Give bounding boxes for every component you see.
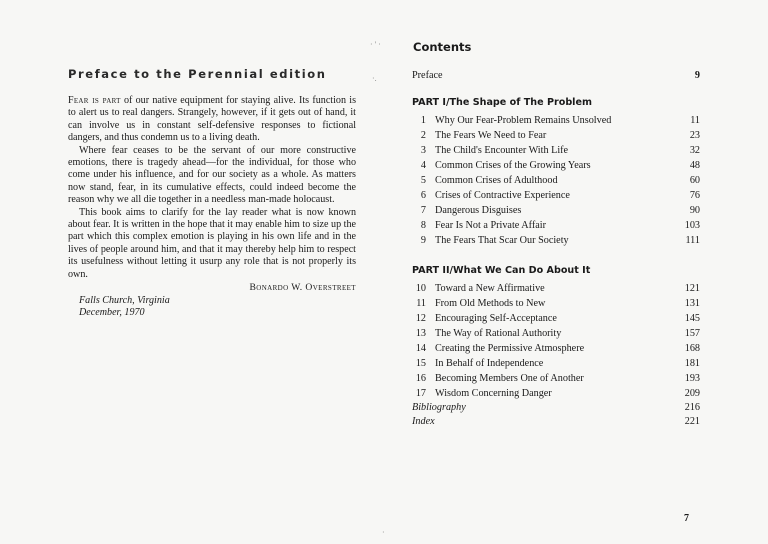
chapter-page: 131 bbox=[684, 298, 700, 309]
author-signature: Bonardo W. Overstreet bbox=[249, 282, 356, 294]
toc-chapter-row[interactable] bbox=[412, 220, 702, 234]
toc-chapter-row[interactable] bbox=[412, 358, 702, 372]
toc-chapter-row[interactable] bbox=[412, 235, 702, 249]
toc-preface[interactable] bbox=[412, 70, 702, 84]
page-number: 7 bbox=[684, 513, 689, 524]
preface-lead-words: Fear is part bbox=[68, 95, 121, 106]
chapter-page: 193 bbox=[684, 373, 700, 384]
chapter-page: 157 bbox=[684, 328, 700, 339]
preface-date: December, 1970 bbox=[79, 306, 145, 318]
chapter-number: 6 bbox=[420, 190, 426, 201]
chapter-title: Encouraging Self-Acceptance bbox=[435, 313, 557, 324]
scan-speck: · bbox=[382, 528, 385, 537]
chapter-title: Common Crises of Adulthood bbox=[435, 175, 558, 186]
chapter-title: In Behalf of Independence bbox=[435, 358, 544, 369]
chapter-number: 17 bbox=[415, 388, 426, 399]
chapter-page: 11 bbox=[690, 115, 700, 126]
chapter-title: The Fears That Scar Our Society bbox=[435, 235, 569, 246]
chapter-number: 5 bbox=[420, 175, 426, 186]
preface-title: Preface to the Perennial edition bbox=[68, 67, 327, 81]
chapter-page: 181 bbox=[684, 358, 700, 369]
toc-chapter-row[interactable] bbox=[412, 160, 702, 174]
chapter-page: 111 bbox=[685, 235, 700, 246]
toc-chapter-row[interactable] bbox=[412, 190, 702, 204]
toc-chapter-row[interactable] bbox=[412, 175, 702, 189]
toc-bibliography-page: 216 bbox=[684, 402, 700, 413]
chapter-title: Why Our Fear-Problem Remains Unsolved bbox=[435, 115, 612, 126]
preface-paragraph-3: This book aims to clarify for the lay reader what is now known about fear. It is written in the hope that it may enable him to size up the part which this complex emotion is playing in his own life and in the lives of people around him, and that it may thereby help him to respect its usefulness without letting it usurp any role that is not properly its own. bbox=[68, 206, 356, 280]
part-2-heading: PART II/What We Can Do About It bbox=[412, 265, 591, 276]
toc-chapter-row[interactable] bbox=[412, 373, 702, 387]
chapter-title: The Fears We Need to Fear bbox=[435, 130, 547, 141]
chapter-page: 23 bbox=[689, 130, 700, 141]
chapter-page: 145 bbox=[684, 313, 700, 324]
preface-paragraph-2: Where fear ceases to be the servant of our more constructive emotions, there is tragedy ahead—for the individual, for those who come under his influence, and for our society as a whole. As matters now stand, fear, in its cumulative effects, could indeed become the reason why we all die together in a needless man-made holocaust. bbox=[68, 144, 356, 206]
toc-preface-page: 9 bbox=[694, 70, 700, 81]
toc-chapter-row[interactable] bbox=[412, 328, 702, 342]
toc-chapter-row[interactable] bbox=[412, 298, 702, 312]
chapter-page: 121 bbox=[684, 283, 700, 294]
toc-chapter-row[interactable] bbox=[412, 145, 702, 159]
toc-chapter-row[interactable] bbox=[412, 115, 702, 129]
preface-body bbox=[68, 95, 356, 319]
preface-place: Falls Church, Virginia bbox=[79, 294, 170, 306]
chapter-title: Dangerous Disguises bbox=[435, 205, 522, 216]
toc-index-page: 221 bbox=[684, 416, 700, 427]
chapter-title: Becoming Members One of Another bbox=[435, 373, 584, 384]
chapter-title: Fear Is Not a Private Affair bbox=[435, 220, 546, 231]
chapter-title: Toward a New Affirmative bbox=[435, 283, 545, 294]
chapter-number: 15 bbox=[415, 358, 426, 369]
toc-bibliography-label: Bibliography bbox=[412, 402, 466, 413]
toc-chapter-row[interactable] bbox=[412, 343, 702, 357]
chapter-number: 12 bbox=[415, 313, 426, 324]
toc-preface-label: Preface bbox=[412, 70, 443, 81]
chapter-title: Crises of Contractive Experience bbox=[435, 190, 570, 201]
chapter-number: 9 bbox=[420, 235, 426, 246]
chapter-title: The Way of Rational Authority bbox=[435, 328, 562, 339]
chapter-number: 16 bbox=[415, 373, 426, 384]
toc-chapter-row[interactable] bbox=[412, 313, 702, 327]
chapter-page: 60 bbox=[689, 175, 700, 186]
scan-speck: ·. bbox=[372, 74, 377, 83]
chapter-title: Common Crises of the Growing Years bbox=[435, 160, 591, 171]
chapter-number: 7 bbox=[420, 205, 426, 216]
toc-chapter-row[interactable] bbox=[412, 205, 702, 219]
chapter-number: 2 bbox=[420, 130, 426, 141]
chapter-number: 13 bbox=[415, 328, 426, 339]
chapter-page: 76 bbox=[689, 190, 700, 201]
chapter-number: 1 bbox=[420, 115, 426, 126]
toc-bibliography[interactable] bbox=[412, 402, 702, 416]
toc-chapter-row[interactable] bbox=[412, 388, 702, 402]
contents-title: Contents bbox=[413, 40, 472, 54]
chapter-page: 209 bbox=[684, 388, 700, 399]
chapter-page: 103 bbox=[684, 220, 700, 231]
part-1-heading: PART I/The Shape of The Problem bbox=[412, 97, 592, 108]
chapter-title: Wisdom Concerning Danger bbox=[435, 388, 552, 399]
chapter-title: The Child's Encounter With Life bbox=[435, 145, 569, 156]
chapter-page: 168 bbox=[684, 343, 700, 354]
preface-paragraph-1 bbox=[68, 95, 356, 145]
toc-chapter-row[interactable] bbox=[412, 130, 702, 144]
chapter-number: 10 bbox=[415, 283, 426, 294]
toc-index[interactable] bbox=[412, 416, 702, 430]
chapter-page: 48 bbox=[689, 160, 700, 171]
chapter-number: 4 bbox=[420, 160, 426, 171]
chapter-page: 32 bbox=[689, 145, 700, 156]
chapter-number: 11 bbox=[416, 298, 426, 309]
scan-speck: · ' · bbox=[370, 40, 381, 49]
chapter-page: 90 bbox=[689, 205, 700, 216]
chapter-number: 14 bbox=[415, 343, 426, 354]
preface-paragraph-1-text: of our native equipment for staying alive. Its function is to alert us to real dangers. Strangely, however, if it gets out of hand, it can involve us in constant self-defensive responses to fictional dangers, and thus condemn us to a living death. bbox=[68, 95, 356, 144]
chapter-number: 8 bbox=[420, 220, 426, 231]
toc-index-label: Index bbox=[412, 416, 435, 427]
chapter-title: Creating the Permissive Atmosphere bbox=[435, 343, 585, 354]
chapter-number: 3 bbox=[420, 145, 426, 156]
toc-chapter-row[interactable] bbox=[412, 283, 702, 297]
chapter-title: From Old Methods to New bbox=[435, 298, 546, 309]
